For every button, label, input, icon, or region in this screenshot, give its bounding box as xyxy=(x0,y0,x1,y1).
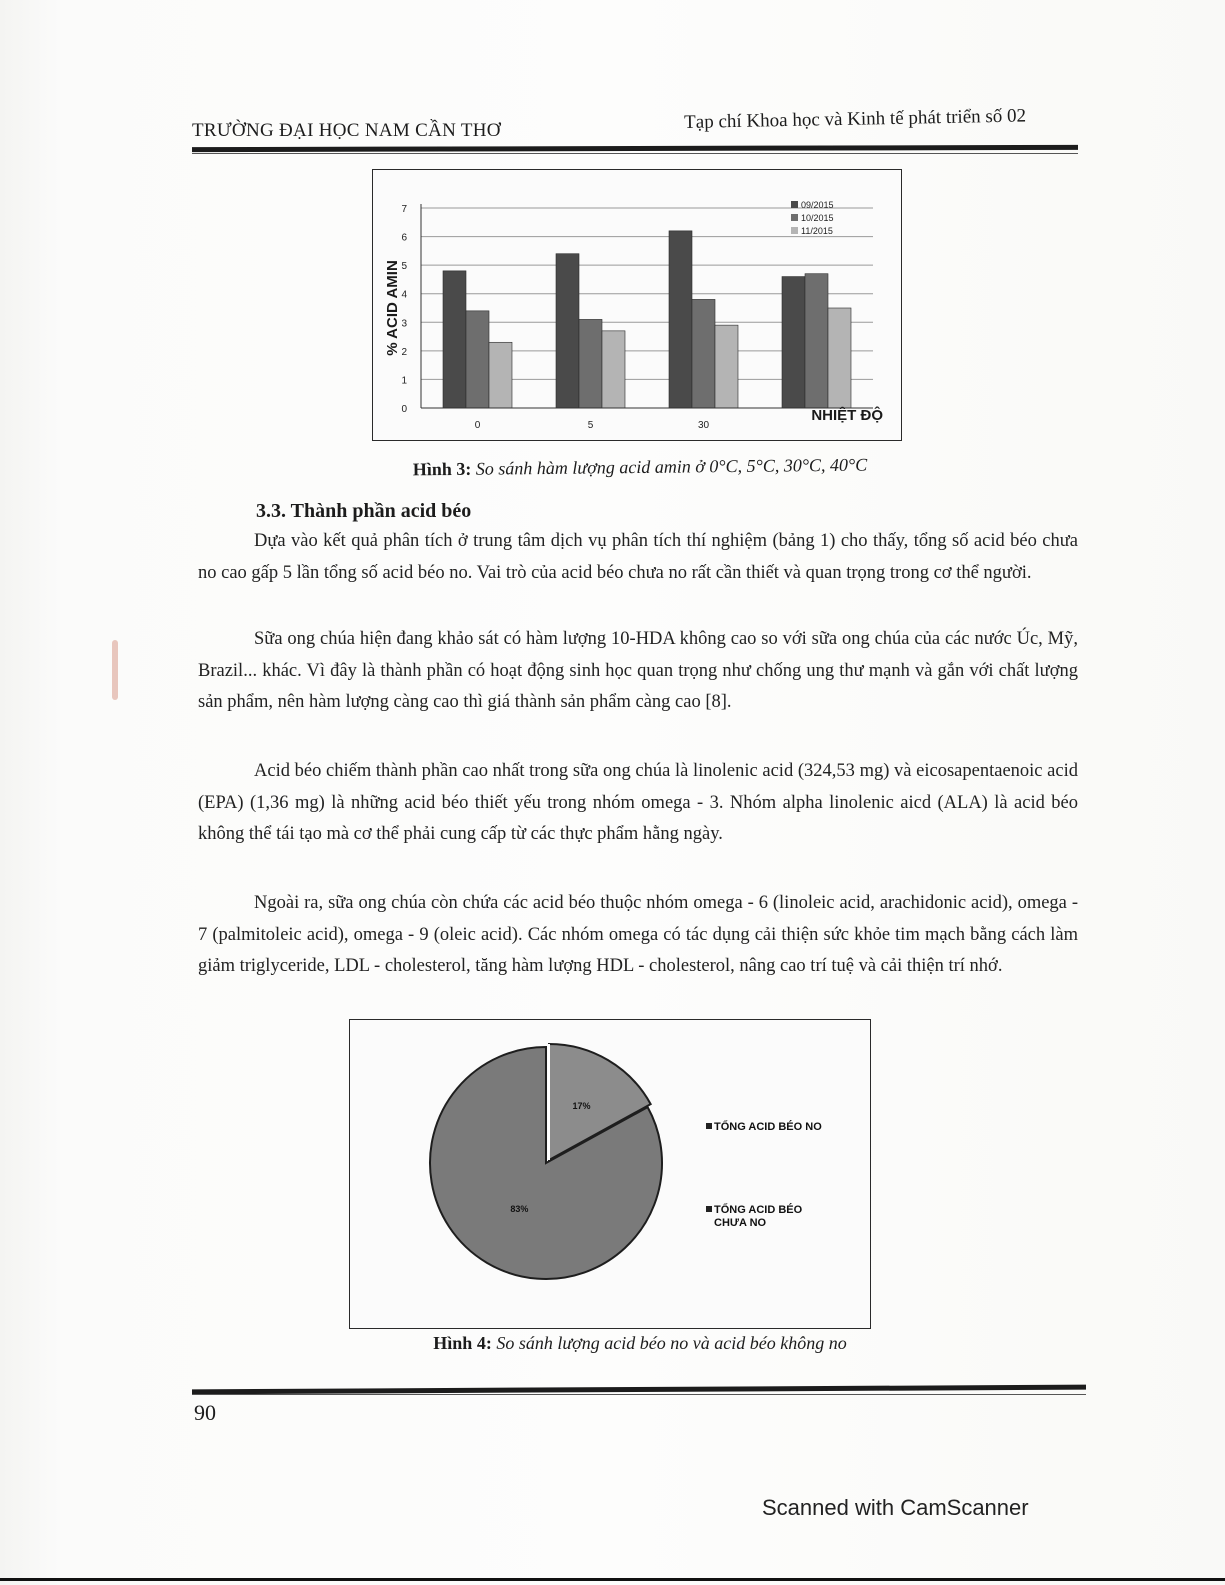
y-tick-label: 1 xyxy=(401,375,407,387)
pie-legend-swatch-1 xyxy=(706,1206,712,1212)
bar-10-2015-cat-1 xyxy=(579,319,602,408)
footer-rule-thin xyxy=(192,1394,1086,1395)
y-tick-label: 3 xyxy=(401,318,407,330)
y-tick-label: 7 xyxy=(401,204,407,215)
bar-09-2015-cat-0 xyxy=(443,271,466,408)
bar-10-2015-cat-3 xyxy=(805,274,828,408)
y-tick-label: 0 xyxy=(401,404,407,415)
paragraph-4: Ngoài ra, sữa ong chúa còn chứa các acid béo thuộc nhóm omega - 6 (linoleic acid, arachidonic acid), omega - 7 (palmitoleic acid), omega - 9 (oleic acid). Các nhóm omega có tác dụng cải thiện sức khỏe tim mạch bằng cách làm giảm triglyceride, LDL - cholesterol, tăng hàm lượng HDL - cholesterol, nâng cao trí tuệ và cải thiện trí nhớ. xyxy=(198,893,1078,976)
x-axis-label: NHIỆT ĐỘ xyxy=(811,407,883,424)
bar-11-2015-cat-1 xyxy=(602,331,625,408)
bar-10-2015-cat-0 xyxy=(466,311,489,408)
legend-label-2: 11/2015 xyxy=(801,226,833,236)
pie-legend-label-1-line1: TỔNG ACID BÉO xyxy=(714,1204,803,1216)
y-tick-label: 6 xyxy=(401,232,407,244)
x-tick-label: 0 xyxy=(474,420,481,431)
bottom-edge-line xyxy=(0,1578,1225,1581)
journal-title: Tạp chí Khoa học và Kinh tế phát triển số 02 xyxy=(684,105,1027,133)
section-heading: 3.3. Thành phần acid béo xyxy=(256,500,472,522)
header-rule-thin xyxy=(192,153,1078,154)
figure-4-caption-text: So sánh lượng acid béo no và acid béo không no xyxy=(496,1333,847,1353)
y-tick-label: 2 xyxy=(401,346,407,358)
pie-legend-label-0: TỔNG ACID BÉO NO xyxy=(714,1121,822,1133)
page-number: 90 xyxy=(194,1400,216,1425)
y-tick-label: 4 xyxy=(401,289,407,301)
paragraph-2: Sữa ong chúa hiện đang khảo sát có hàm lượng 10-HDA không cao so với sữa ong chúa của các nước Úc, Mỹ, Brazil... khác. Vì đây là thành phần có hoạt động sinh học quan trọng như chống ung thư mạnh và gắn với chất lượng sản phẩm, nên hàm lượng càng cao thì giá thành sản phẩm càng cao [8]. xyxy=(198,629,1078,712)
bar-09-2015-cat-1 xyxy=(556,254,579,408)
x-tick-label: 5 xyxy=(587,420,594,431)
pie-data-label-1: 83% xyxy=(510,1203,529,1214)
pie-data-label-0: 17% xyxy=(572,1101,591,1112)
figure-4-pie-chart xyxy=(349,1019,871,1329)
journal-institution: TRƯỜNG ĐẠI HỌC NAM CẦN THƠ xyxy=(192,120,501,141)
figure-3-bar-chart xyxy=(372,169,902,441)
bar-10-2015-cat-2 xyxy=(692,299,715,408)
legend-swatch-2 xyxy=(791,227,798,234)
bar-chart-svg xyxy=(373,170,901,440)
bar-11-2015-cat-0 xyxy=(489,342,512,408)
legend-label-0: 09/2015 xyxy=(801,200,834,210)
paragraph-3: Acid béo chiếm thành phần cao nhất trong sữa ong chúa là linolenic acid (324,53 mg) và eicosapentaenoic acid (EPA) (1,36 mg) là những acid béo thiết yếu trong nhóm omega - 3. Nhóm alpha linolenic aicd (ALA) là acid béo không thể tái tạo mà cơ thể phải cung cấp từ các thực phẩm hằng ngày. xyxy=(198,761,1078,844)
paragraph-1: Dựa vào kết quả phân tích ở trung tâm dịch vụ phân tích thí nghiệm (bảng 1) cho thấy, tổng số acid béo chưa no cao gấp 5 lần tổng số acid béo no. Vai trò của acid béo chưa no rất cần thiết và quan trọng trong cơ thể người. xyxy=(198,531,1078,583)
figure-4-caption xyxy=(300,1333,980,1354)
bar-11-2015-cat-3 xyxy=(828,308,851,408)
y-tick-label: 5 xyxy=(401,261,407,273)
figure-3-caption-label: Hình 3: xyxy=(412,458,472,480)
legend-swatch-1 xyxy=(791,214,798,221)
bar-09-2015-cat-2 xyxy=(669,231,692,408)
figure-4-caption-label: Hình 4: xyxy=(433,1333,492,1353)
bar-09-2015-cat-3 xyxy=(782,277,805,408)
margin-mark xyxy=(112,640,118,700)
y-axis-label: % ACID AMIN xyxy=(384,260,401,356)
scanned-watermark: Scanned with CamScanner xyxy=(762,1495,1029,1520)
pie-chart-svg xyxy=(350,1020,870,1328)
figure-3-caption-text: So sánh hàm lượng acid amin ở 0°C, 5°C, 30°C, 40°C xyxy=(475,454,868,479)
x-tick-label: 30 xyxy=(697,420,710,431)
bar-11-2015-cat-2 xyxy=(715,325,738,408)
pie-legend-label-1-line2: CHƯA NO xyxy=(714,1217,767,1229)
legend-label-1: 10/2015 xyxy=(801,213,834,223)
legend-swatch-0 xyxy=(791,201,798,208)
pie-legend-swatch-0 xyxy=(706,1123,712,1129)
